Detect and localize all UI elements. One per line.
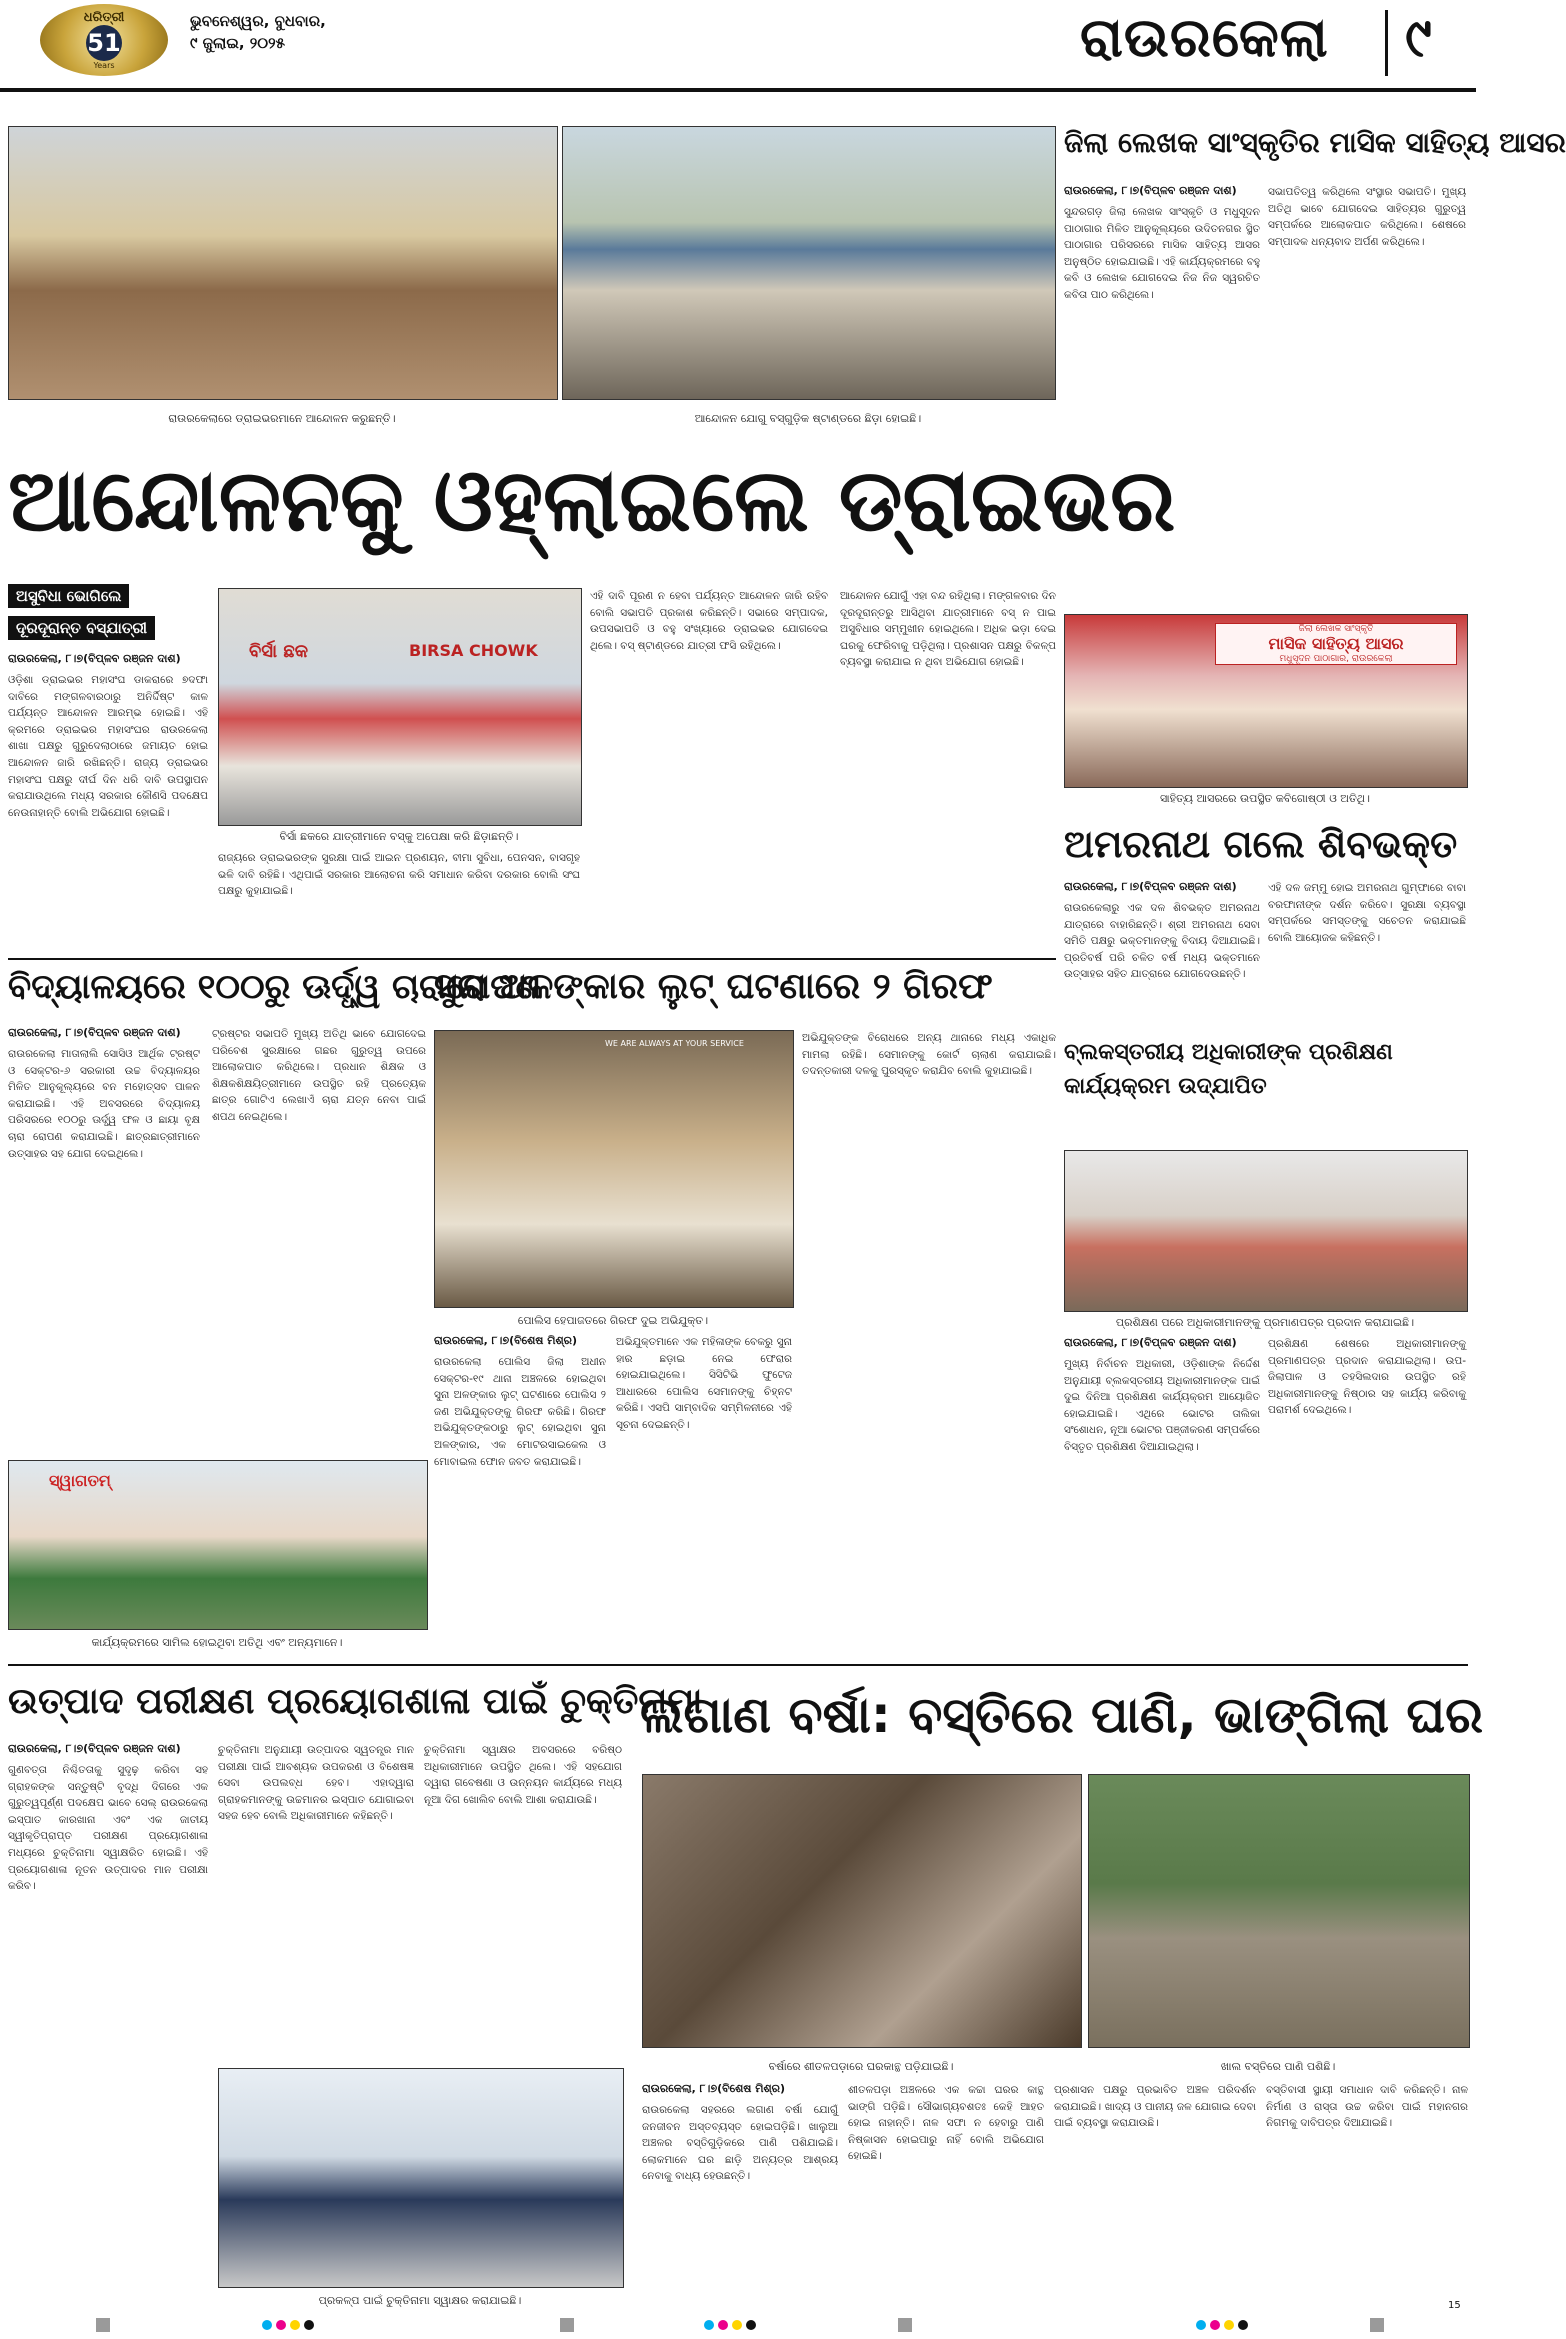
drivers-body-col1: ଓଡ଼ିଶା ଡ୍ରାଇଭର ମହାସଂଘ ଡାକରାରେ ୭ଦଫା ଦାବିରେ ମଙ୍ଗଳବାରଠାରୁ ଅନିର୍ଦ୍ଦିଷ୍ଟ କାଳ ପର୍ଯ୍ୟନ୍ତ ଆନ୍ଦୋଳନ ଆରମ୍ଭ ହୋଇଛି। ଏହି କ୍ରମରେ ଡ୍ରାଇଭର ମହାସଂଘର ରାଉରକେଲା ଶାଖା ପକ୍ଷରୁ ଗୁରୁଦେଲାଠାରେ ଜମାୟତ ହୋଇ ଆନ୍ଦୋଳନ ଜାରି ରଖିଛନ୍ତି। ରାଜ୍ୟ ଡ୍ରାଇଭର ମହାସଂଘ ପକ୍ଷରୁ ଦୀର୍ଘ ଦିନ ଧରି ଦାବି ଉପସ୍ଥାପନ କରାଯାଉଥିଲେ ମଧ୍ୟ ସରକାର କୌଣସି ପଦକ୍ଷେପ ନେଉନାହାନ୍ତି ବୋଲି ଅଭିଯୋଗ ହୋଇଛି। [8, 674, 208, 819]
color-registration-marks [704, 2320, 756, 2330]
birsa-sign-odia: ବିର୍ସା ଛକ [249, 641, 309, 662]
officers-headline: ବ୍ଲକସ୍ତରୀୟ ଅଧିକାରୀଙ୍କ ପ୍ରଶିକ୍ଷଣ କାର୍ଯ୍ୟକ୍ରମ ଉଦ୍‌ଯାପିତ [1064, 1040, 1393, 1099]
amarnath-byline: ରାଉରକେଲା, ୮।୭(ବିପ୍ଳବ ରଞ୍ଜନ ଦାଶ) [1064, 880, 1237, 893]
police-sign: WE ARE ALWAYS AT YOUR SERVICE [605, 1039, 744, 1048]
officers-training-photo [1064, 1150, 1468, 1312]
literary-body-col2: ସଭାପତିତ୍ୱ କରିଥିଲେ ସଂସ୍ଥାର ସଭାପତି। ମୁଖ୍ୟ ଅତିଥି ଭାବେ ଯୋଗଦେଇ ସାହିତ୍ୟର ଗୁରୁତ୍ୱ ସମ୍ପର୍କରେ ଆଲୋକପାତ କରିଥିଲେ। ଶେଷରେ ସମ୍ପାଦକ ଧନ୍ୟବାଦ ଅର୍ପଣ କରିଥିଲେ। [1268, 186, 1466, 248]
logo-years: Years [93, 61, 115, 70]
officers-body-col2: ପ୍ରଶିକ୍ଷଣ ଶେଷରେ ଅଧିକାରୀମାନଙ୍କୁ ପ୍ରମାଣପତ୍ର ପ୍ରଦାନ କରାଯାଇଥିଲା। ଉପ-ଜିଲାପାଳ ଓ ତହସିଲଦାର ଉପସ୍ଥିତ ରହି ଅଧିକାରୀମାନଙ୍କୁ ନିଷ୍ଠାର ସହ କାର୍ଯ୍ୟ କରିବାକୁ ପରାମର୍ଶ ଦେଇଥିଲେ। [1268, 1338, 1466, 1417]
masthead-divider [1385, 10, 1388, 76]
literary-banner-main: ମାସିକ ସାହିତ୍ୟ ଆସର [1268, 634, 1404, 653]
rain-body-col3: ପ୍ରଶାସନ ପକ୍ଷରୁ ପ୍ରଭାବିତ ଅଞ୍ଚଳ ପରିଦର୍ଶନ କରାଯାଇଛି। ଖାଦ୍ୟ ଓ ପାନୀୟ ଜଳ ଯୋଗାଇ ଦେବା ପାଇଁ ବ୍ୟବସ୍ଥା କରାଯାଉଛି। [1054, 2084, 1256, 2130]
rain-byline: ରାଉରକେଲା, ୮।୭(ବିଶେଷ ମିଶ୍ର) [642, 2082, 786, 2095]
drivers-body-col3: ଏହି ଦାବି ପୂରଣ ନ ହେବା ପର୍ଯ୍ୟନ୍ତ ଆନ୍ଦୋଳନ ଜାରି ରହିବ ବୋଲି ସଭାପତି ପ୍ରକାଶ କରିଛନ୍ତି। ସଭାରେ ସମ୍ପାଦକ, ଉପସଭାପତି ଓ ବହୁ ସଂଖ୍ୟାରେ ଡ୍ରାଇଭର ଯୋଗଦେଇ ଥିଲେ। ବସ୍ ଷ୍ଟାଣ୍ଡରେ ଯାତ୍ରୀ ଫସି ରହିଥିଲେ। [590, 590, 828, 652]
print-registration-mark [898, 2318, 912, 2332]
masthead [0, 0, 1476, 92]
gold-body-col2: ଅଭିଯୁକ୍ତମାନେ ଏକ ମହିଳାଙ୍କ ବେକରୁ ସୁନା ହାର ଛଡ଼ାଇ ନେଇ ଫେରାର ହୋଇଯାଇଥିଲେ। ସିସିଟିଭି ଫୁଟେଜ ଆଧାରରେ ପୋଲିସ ସେମାନଙ୍କୁ ଚିହ୍ନଟ କରିଛି। ଏସପି ସାମ୍ବାଦିକ ସମ୍ମିଳନୀରେ ଏହି ସୂଚନା ଦେଇଛନ୍ତି। [616, 1336, 792, 1431]
rain-body-col1: ରାଉରକେଲା ସହରରେ ଲଗାଣ ବର୍ଷା ଯୋଗୁଁ ଜନଜୀବନ ଅସ୍ତବ୍ୟସ୍ତ ହୋଇପଡ଼ିଛି। ଖାଲୁଆ ଅଞ୍ଚଳର ବସ୍ତିଗୁଡ଼ିକରେ ପାଣି ପଶିଯାଇଛି। ଲୋକମାନେ ଘର ଛାଡ଼ି ଅନ୍ୟତ୍ର ଆଶ୍ରୟ ନେବାକୁ ବାଧ୍ୟ ହେଉଛନ୍ତି। [642, 2104, 838, 2183]
logo-number: 51 [86, 25, 122, 61]
logo-title: ଧରିତ୍ରୀ [83, 10, 125, 25]
print-registration-mark [96, 2318, 110, 2332]
page-code: 15 [1448, 2300, 1461, 2311]
lab-body-col3: ଚୁକ୍ତିନାମା ସ୍ୱାକ୍ଷର ଅବସରରେ ବରିଷ୍ଠ ଅଧିକାରୀମାନେ ଉପସ୍ଥିତ ଥିଲେ। ଏହି ସହଯୋଗ ଦ୍ୱାରା ଗବେଷଣା ଓ ଉନ୍ନୟନ କାର୍ଯ୍ୟରେ ମଧ୍ୟ ନୂଆ ଦିଗ ଖୋଲିବ ବୋଲି ଆଶା କରାଯାଉଛି। [424, 1744, 622, 1806]
drivers-body-col4: ଆନ୍ଦୋଳନ ଯୋଗୁଁ ଏହା ବନ୍ଦ ରହିଥିଲା। ମଙ୍ଗଳବାର ଦିନ ଦୂରଦୂରାନ୍ତରୁ ଆସିଥିବା ଯାତ୍ରୀମାନେ ବସ୍ ନ ପାଇ ଅସୁବିଧାର ସମ୍ମୁଖୀନ ହୋଇଥିଲେ। ଅଧିକ ଭଡ଼ା ଦେଇ ଘରକୁ ଫେରିବାକୁ ପଡ଼ିଥିଲା। ପ୍ରଶାସନ ପକ୍ଷରୁ ବିକଳ୍ପ ବ୍ୟବସ୍ଥା କରାଯାଇ ନ ଥିବା ଅଭିଯୋଗ ହୋଇଛି। [840, 590, 1056, 669]
mou-signing-photo [218, 2068, 624, 2288]
trees-caption: କାର୍ଯ୍ୟକ୍ରମରେ ସାମିଲ ହୋଇଥିବା ଅତିଥି ଏବଂ ଅନ୍ୟମାନେ। [91, 1636, 343, 1649]
trees-byline: ରାଉରକେଲା, ୮।୭(ବିପ୍ଳବ ରଞ୍ଜନ ଦାଶ) [8, 1026, 181, 1039]
lab-body-col1: ଗୁଣବତ୍ତା ନିଶ୍ଚିତତାକୁ ସୁଦୃଢ଼ କରିବା ସହ ଗ୍ରାହକଙ୍କ ସନ୍ତୁଷ୍ଟି ବୃଦ୍ଧି ଦିଗରେ ଏକ ଗୁରୁତ୍ୱପୂର୍ଣ୍ଣ ପଦକ୍ଷେପ ଭାବେ ସେଲ୍ ରାଉରକେଲା ଇସ୍ପାତ କାରଖାନା ଏବଂ ଏକ ଜାତୀୟ ସ୍ୱୀକୃତିପ୍ରାପ୍ତ ପରୀକ୍ଷଣ ପ୍ରୟୋଗଶାଳା ମଧ୍ୟରେ ଚୁକ୍ତିନାମା ସ୍ୱାକ୍ଷରିତ ହୋଇଛି। ଏହି ପ୍ରୟୋଗଶାଳା ନୂତନ ଉତ୍ପାଦର ମାନ ପରୀକ୍ଷା କରିବ। [8, 1764, 208, 1893]
flooded-slum-photo [1088, 1774, 1470, 2048]
trees-banner: ସ୍ୱାଗତମ୍ [49, 1471, 111, 1490]
print-registration-mark [1370, 2318, 1384, 2332]
anniversary-logo [40, 4, 168, 76]
lab-headline: ଉତ୍ପାଦ ପରୀକ୍ଷଣ ପ୍ରୟୋଗଶାଳା ପାଇଁ ଚୁକ୍ତିନାମା [8, 1681, 703, 1722]
rain-body-col2: ଶୀତଳପଡ଼ା ଅଞ୍ଚଳରେ ଏକ କଚ୍ଚା ଘରର କାନ୍ଥ ଭାଙ୍ଗି ପଡ଼ିଛି। ସୌଭାଗ୍ୟବଶତଃ କେହି ଆହତ ହୋଇ ନାହାନ୍ତି। ନାଳ ସଫା ନ ହେବାରୁ ପାଣି ନିଷ୍କାସନ ହୋଇପାରୁ ନାହିଁ ବୋଲି ଅଭିଯୋଗ ହୋଇଛି। [848, 2084, 1044, 2163]
trees-body-col1: ରାଉରକେଲା ମାତାଲାଲି ସୋସିଓ ଆର୍ଥିକ ଟ୍ରଷ୍ଟ ଓ ସେକ୍ଟର-୬ ସରକାରୀ ଉଚ୍ଚ ବିଦ୍ୟାଳୟର ମିଳିତ ଆନୁକୂଲ୍ୟରେ ବନ ମହୋତ୍ସବ ପାଳନ କରାଯାଇଛି। ଏହି ଅବସରରେ ବିଦ୍ୟାଳୟ ପରିସରରେ ୧୦୦ରୁ ଊର୍ଦ୍ଧ୍ୱ ଫଳ ଓ ଛାୟା ବୃକ୍ଷ ଚାରା ରୋପଣ କରାଯାଇଛି। ଛାତ୍ରଛାତ୍ରୀମାନେ ଉତ୍ସାହର ସହ ଯୋଗ ଦେଇଥିଲେ। [8, 1048, 200, 1160]
officers-body-col1: ମୁଖ୍ୟ ନିର୍ବାଚନ ଅଧିକାରୀ, ଓଡ଼ିଶାଙ୍କ ନିର୍ଦ୍ଦେଶ ଅନୁଯାୟୀ ବ୍ଲକସ୍ତରୀୟ ଅଧିକାରୀମାନଙ୍କ ପାଇଁ ଦୁଇ ଦିନିଆ ପ୍ରଶିକ୍ଷଣ କାର୍ଯ୍ୟକ୍ରମ ଆୟୋଜିତ ହୋଇଯାଇଛି। ଏଥିରେ ଭୋଟର ତାଲିକା ସଂଶୋଧନ, ନୂଆ ଭୋଟର ପଞ୍ଜୀକରଣ ସମ୍ପର୍କରେ ବିସ୍ତୃତ ପ୍ରଶିକ୍ଷଣ ଦିଆଯାଇଥିଲା। [1064, 1358, 1260, 1453]
lab-body-col2: ଚୁକ୍ତିନାମା ଅନୁଯାୟୀ ଉତ୍ପାଦର ସ୍ୱତନ୍ତ୍ର ମାନ ପରୀକ୍ଷା ପାଇଁ ଆବଶ୍ୟକ ଉପକରଣ ଓ ବିଶେଷଜ୍ଞ ସେବା ଉପଲବ୍ଧ ହେବ। ଏହାଦ୍ୱାରା ଗ୍ରାହକମାନଙ୍କୁ ଉଚ୍ଚମାନର ଇସ୍ପାତ ଯୋଗାଇବା ସହଜ ହେବ ବୋଲି ଅଧିକାରୀମାନେ କହିଛନ୍ତି। [218, 1744, 414, 1823]
literary-headline: ଜିଲା ଲେଖକ ସାଂସ୍କୃତିର ମାସିକ ସାହିତ୍ୟ ଆସର [1064, 126, 1566, 159]
color-registration-marks [1196, 2320, 1248, 2330]
rain-body-col4: ବସ୍ତିବାସୀ ସ୍ଥାୟୀ ସମାଧାନ ଦାବି କରିଛନ୍ତି। ନାଳ ନିର୍ମାଣ ଓ ରାସ୍ତା ଉଚ୍ଚ କରିବା ପାଇଁ ମହାନଗର ନିଗମକୁ ଦାବିପତ୍ର ଦିଆଯାଇଛି। [1266, 2084, 1468, 2130]
school-plantation-photo [8, 1460, 428, 1630]
collapsed-house-photo [642, 1774, 1082, 2048]
section-title: ରାଉରକେଲା [1080, 6, 1329, 69]
literary-byline: ରାଉରକେଲା, ୮।୭(ବିପ୍ଳବ ରଞ୍ଜନ ଦାଶ) [1064, 184, 1237, 197]
divider [8, 1664, 1468, 1666]
print-registration-mark [560, 2318, 574, 2332]
buses-parked-photo [562, 126, 1056, 400]
rain-caption-2: ଖାଲ ବସ୍ତିରେ ପାଣି ପଶିଛି। [1220, 2060, 1336, 2073]
officers-byline: ରାଉରକେଲା, ୮।୭(ବିପ୍ଳବ ରଞ୍ଜନ ଦାଶ) [1064, 1336, 1237, 1349]
rain-headline: ଲଗାଣ ବର୍ଷା: ବସ୍ତିରେ ପାଣି, ଭାଙ୍ଗିଲା ଘର [640, 1686, 1484, 1744]
drivers-body-col2: ରାଜ୍ୟରେ ଡ୍ରାଇଭରଙ୍କ ସୁରକ୍ଷା ପାଇଁ ଆଇନ ପ୍ରଣୟନ, ବୀମା ସୁବିଧା, ପେନସନ, ବାସଗୃହ ଭଳି ଦାବି ରହିଛି। ଏଥିପାଇଁ ସରକାର ଆଲୋଚନା କରି ସମାଧାନ କରିବା ଦରକାର ବୋଲି ସଂଘ ପକ୍ଷରୁ କୁହାଯାଇଛି। [218, 852, 580, 898]
drivers-kicker-2: ଦୂରଦୂରାନ୍ତ ବସ୍‌ଯାତ୍ରୀ [8, 616, 155, 640]
drivers-kicker-1: ଅସୁବିଧା ଭୋଗିଲେ [8, 584, 129, 608]
rain-caption-1: ବର୍ଷାରେ ଶୀତଳପଡ଼ାରେ ଘରକାନ୍ଥ ପଡ଼ିଯାଇଛି। [768, 2060, 954, 2073]
officers-caption: ପ୍ରଶିକ୍ଷଣ ପରେ ଅଧିକାରୀମାନଙ୍କୁ ପ୍ରମାଣପତ୍ର ପ୍ରଦାନ କରାଯାଇଛି। [1115, 1316, 1415, 1329]
birsa-chowk-photo [218, 588, 582, 826]
amarnath-body-col1: ରାଉରକେଲାରୁ ଏକ ଦଳ ଶିବଭକ୍ତ ଅମରନାଥ ଯାତ୍ରାରେ ବାହାରିଛନ୍ତି। ଶ୍ରୀ ଅମରନାଥ ସେବା ସମିତି ପକ୍ଷରୁ ଭକ୍ତମାନଙ୍କୁ ବିଦାୟ ଦିଆଯାଇଛି। ପ୍ରତିବର୍ଷ ପରି ଚଳିତ ବର୍ଷ ମଧ୍ୟ ଭକ୍ତମାନେ ଉତ୍ସାହର ସହିତ ଯାତ୍ରାରେ ଯୋଗଦେଉଛନ୍ତି। [1064, 902, 1260, 981]
lab-caption: ପ୍ରକଳ୍ପ ପାଇଁ ଚୁକ୍ତିନାମା ସ୍ୱାକ୍ଷର କରାଯାଇଛି। [318, 2294, 522, 2307]
birsa-photo-caption: ବିର୍ସା ଛକରେ ଯାତ୍ରୀମାନେ ବସ୍‌କୁ ଅପେକ୍ଷା କରି ଛିଡ଼ାଛନ୍ତି। [279, 830, 519, 843]
gold-byline: ରାଉରକେଲା, ୮।୭(ବିଶେଷ ମିଶ୍ର) [434, 1334, 578, 1347]
drivers-protest-photo [8, 126, 558, 400]
gold-headline: ସୁନା ଅଳଙ୍କାର ଲୁଟ୍ ଘଟଣାରେ ୨ ଗିରଫ [434, 966, 993, 1007]
literary-banner-sub: ମଧୁସୂଦନ ପାଠାଗାର, ରାଉରକେଲା [1279, 654, 1393, 664]
literary-body-col1: ସୁନ୍ଦରଗଡ଼ ଜିଲା ଲେଖକ ସାଂସ୍କୃତି ଓ ମଧୁସୂଦନ ପାଠାଗାର ମିଳିତ ଆନୁକୂଲ୍ୟରେ ଉଦିତନଗର ସ୍ଥିତ ପାଠାଗାର ପରିସରରେ ମାସିକ ସାହିତ୍ୟ ଆସର ଅନୁଷ୍ଠିତ ହୋଇଯାଇଛି। ଏହି କାର୍ଯ୍ୟକ୍ରମରେ ବହୁ କବି ଓ ଲେଖକ ଯୋଗଦେଇ ନିଜ ନିଜ ସ୍ୱରଚିତ କବିତା ପାଠ କରିଥିଲେ। [1064, 206, 1260, 301]
drivers-photo1-caption: ରାଉରକେଲାରେ ଡ୍ରାଇଭରମାନେ ଆନ୍ଦୋଳନ କରୁଛନ୍ତି। [168, 412, 396, 425]
amarnath-body-col2: ଏହି ଦଳ ଜମ୍ମୁ ହୋଇ ଅମରନାଥ ଗୁମ୍ଫାରେ ବାବା ବରଫାନୀଙ୍କ ଦର୍ଶନ କରିବେ। ସୁରକ୍ଷା ବ୍ୟବସ୍ଥା ସମ୍ପର୍କରେ ସମସ୍ତଙ୍କୁ ସଚେତନ କରାଯାଇଛି ବୋଲି ଆୟୋଜକ କହିଛନ୍ତି। [1268, 882, 1466, 944]
gold-body-col1: ରାଉରକେଲା ପୋଲିସ ଜିଲା ଅଧୀନ ସେକ୍ଟର-୧୯ ଥାନା ଅଞ୍ଚଳରେ ହୋଇଥିବା ସୁନା ଅଳଙ୍କାର ଲୁଟ୍ ଘଟଣାରେ ପୋଲିସ ୨ ଜଣ ଅଭିଯୁକ୍ତଙ୍କୁ ଗିରଫ କରିଛି। ଗିରଫ ଅଭିଯୁକ୍ତଙ୍କଠାରୁ ଲୁଟ୍ ହୋଇଥିବା ସୁନା ଅଳଙ୍କାର, ଏକ ମୋଟରସାଇକେଲ ଓ ମୋବାଇଲ ଫୋନ ଜବତ କରାଯାଇଛି। [434, 1356, 606, 1468]
literary-banner-small: ଜିଲା ଲେଖକ ସାଂସ୍କୃତି [1298, 624, 1374, 634]
amarnath-headline: ଅମରନାଥ ଗଲେ ଶିବଭକ୍ତ [1064, 822, 1458, 866]
trees-headline: ବିଦ୍ୟାଳୟରେ ୧୦୦ରୁ ଊର୍ଦ୍ଧ୍ୱ ଚାରାରୋପଣ [8, 967, 542, 1007]
trees-body-col2: ଟ୍ରଷ୍ଟର ସଭାପତି ମୁଖ୍ୟ ଅତିଥି ଭାବେ ଯୋଗଦେଇ ପରିବେଶ ସୁରକ୍ଷାରେ ଗଛର ଗୁରୁତ୍ୱ ଉପରେ ଆଲୋକପାତ କରିଥିଲେ। ପ୍ରଧାନ ଶିକ୍ଷକ ଓ ଶିକ୍ଷକଶିକ୍ଷୟିତ୍ରୀମାନେ ଉପସ୍ଥିତ ରହି ପ୍ରତ୍ୟେକ ଛାତ୍ର ଗୋଟିଏ ଲେଖାଏଁ ଚାରା ଯତ୍ନ ନେବା ପାଇଁ ଶପଥ ନେଇଥିଲେ। [212, 1028, 426, 1123]
gold-body-col3: ଅଭିଯୁକ୍ତଙ୍କ ବିରୋଧରେ ଅନ୍ୟ ଥାନାରେ ମଧ୍ୟ ଏକାଧିକ ମାମଲା ରହିଛି। ସେମାନଙ୍କୁ କୋର୍ଟ ଚାଲାଣ କରାଯାଇଛି। ତଦନ୍ତକାରୀ ଦଳକୁ ପୁରସ୍କୃତ କରାଯିବ ବୋଲି କୁହାଯାଇଛି। [802, 1032, 1056, 1078]
lab-byline: ରାଉରକେଲା, ୮।୭(ବିପ୍ଳବ ରଞ୍ଜନ ଦାଶ) [8, 1742, 181, 1755]
gold-caption: ପୋଲିସ ହେପାଜତରେ ଗିରଫ ଦୁଇ ଅଭିଯୁକ୍ତ। [517, 1314, 709, 1327]
color-registration-marks [262, 2320, 314, 2330]
divider [8, 958, 1056, 960]
dateline: ଭୁବନେଶ୍ୱର, ବୁଧବାର, ୯ ଜୁଲାଇ, ୨୦୨୫ [190, 12, 326, 52]
drivers-photo2-caption: ଆନ୍ଦୋଳନ ଯୋଗୁ ବସ୍‌ଗୁଡ଼ିକ ଷ୍ଟାଣ୍ଡରେ ଛିଡ଼ା ହୋଇଛି। [694, 412, 922, 425]
literary-meeting-photo [1064, 614, 1468, 788]
literary-banner [1215, 623, 1457, 665]
literary-caption: ସାହିତ୍ୟ ଆସରରେ ଉପସ୍ଥିତ କବିଗୋଷ୍ଠୀ ଓ ଅତିଥି। [1160, 792, 1370, 805]
drivers-headline: ଆନ୍ଦୋଳନକୁ ଓହ୍ଲାଇଲେ ଡ୍ରାଇଭର [8, 451, 1176, 551]
birsa-sign-en: BIRSA CHOWK [409, 641, 538, 660]
page-number: ୯ [1405, 6, 1432, 69]
police-arrest-photo [434, 1030, 794, 1308]
drivers-byline: ରାଉରକେଲା, ୮।୭(ବିପ୍ଳବ ରଞ୍ଜନ ଦାଶ) [8, 652, 181, 665]
